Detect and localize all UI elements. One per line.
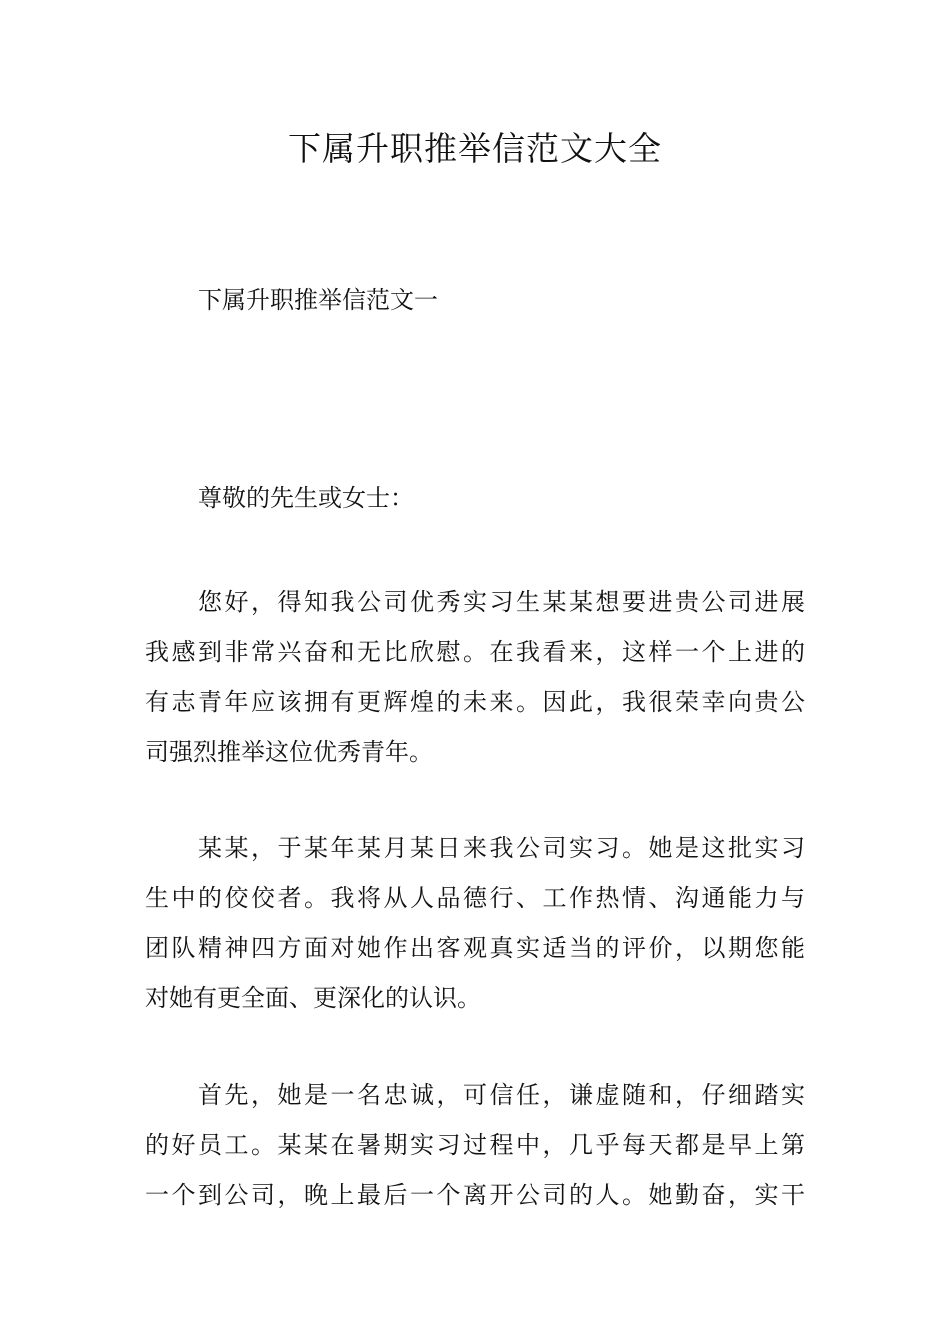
- paragraph-line: 您好，得知我公司优秀实习生某某想要进贵公司进展: [198, 588, 805, 616]
- paragraph-3: [145, 1070, 805, 1220]
- paragraph-2: [145, 823, 805, 1023]
- section-heading: 下属升职推举信范文一: [198, 286, 438, 314]
- paragraph-line: 一个到公司，晚上最后一个离开公司的人。她勤奋，实干: [145, 1181, 805, 1209]
- paragraph-line: 有志青年应该拥有更辉煌的未来。因此，我很荣幸向贵公: [145, 688, 805, 716]
- paragraph-line: 生中的佼佼者。我将从人品德行、工作热情、沟通能力与: [145, 884, 805, 912]
- salutation: 尊敬的先生或女士：: [198, 484, 414, 512]
- paragraph-line: 某某，于某年某月某日来我公司实习。她是这批实习: [198, 834, 805, 862]
- paragraph-line: 团队精神四方面对她作出客观真实适当的评价，以期您能: [145, 934, 805, 962]
- paragraph-line: 我感到非常兴奋和无比欣慰。在我看来，这样一个上进的: [145, 638, 805, 666]
- paragraph-line: 司强烈推举这位优秀青年。: [145, 738, 433, 766]
- document-title: 下属升职推举信范文大全: [288, 129, 662, 168]
- paragraph-1: [145, 577, 805, 777]
- paragraph-line: 对她有更全面、更深化的认识。: [145, 984, 481, 1012]
- paragraph-line: 首先，她是一名忠诚，可信任，谦虚随和，仔细踏实: [198, 1081, 805, 1109]
- paragraph-line: 的好员工。某某在暑期实习过程中，几乎每天都是早上第: [145, 1131, 805, 1159]
